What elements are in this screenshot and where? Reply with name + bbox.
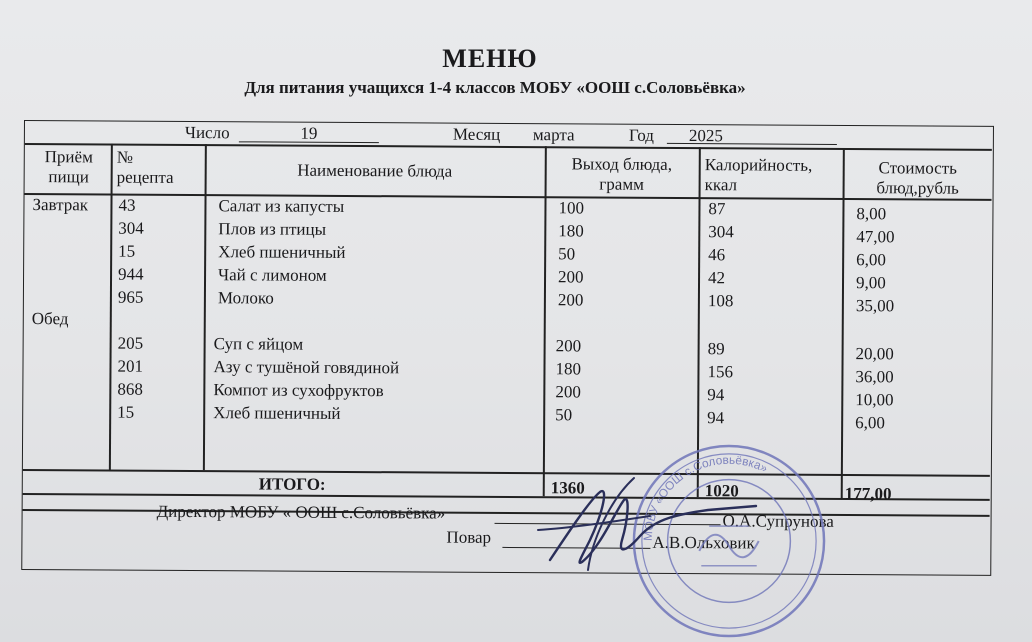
header-meal-line2: пищи <box>48 167 89 187</box>
dish-cost: 10,00 <box>855 390 894 410</box>
dish-cost: 47,00 <box>856 227 895 247</box>
dish-name: Компот из сухофруктов <box>213 380 384 401</box>
header-calories-line2: ккал <box>704 175 738 195</box>
dish-name: Чай с лимоном <box>218 265 327 285</box>
day-label: Число <box>184 122 230 143</box>
recipe-number: 43 <box>118 195 136 215</box>
dish-kcal: 89 <box>707 339 725 359</box>
dish-yield: 50 <box>555 405 573 425</box>
dish-yield: 200 <box>557 267 584 287</box>
header-dish: Наименование блюда <box>297 160 453 181</box>
header-recipe-line2: рецепта <box>116 167 174 187</box>
document-subtitle: Для питания учащихся 1-4 классов МОБУ «ООШ с.Соловьёвка» <box>244 78 746 97</box>
dish-kcal: 156 <box>707 362 734 382</box>
dish-name: Азу с тушёной говядиной <box>213 357 400 378</box>
dish-kcal: 46 <box>708 245 726 265</box>
dish-kcal: 108 <box>707 291 734 311</box>
total-cost: 177,00 <box>844 484 892 504</box>
total-yield: 1360 <box>550 478 585 498</box>
total-label: ИТОГО: <box>258 474 326 494</box>
menu-table <box>21 120 994 576</box>
dish-yield: 200 <box>555 336 582 356</box>
recipe-number: 965 <box>117 287 144 307</box>
header-cost-line1: Стоимость <box>878 158 957 178</box>
dish-yield: 180 <box>558 221 584 241</box>
header-recipe-line1: № <box>116 147 134 167</box>
dish-name: Плов из птицы <box>218 219 327 239</box>
month-value: марта <box>532 125 575 145</box>
director-label: Директор МОБУ « ООШ с.Соловьёвка» <box>156 501 446 523</box>
dish-yield: 50 <box>558 244 576 264</box>
meal-label-lunch: Обед <box>31 309 69 329</box>
recipe-number: 868 <box>117 379 143 399</box>
header-calories-line1: Калорийность, <box>704 155 813 175</box>
dish-yield: 100 <box>558 198 585 218</box>
dish-cost: 6,00 <box>855 413 885 433</box>
header-meal-line1: Приём <box>44 147 93 167</box>
header-calories <box>705 155 841 196</box>
meal-label-breakfast: Завтрак <box>32 195 89 215</box>
cook-label: Повар <box>446 527 492 547</box>
header-yield-line2: грамм <box>599 174 644 194</box>
dish-yield: 180 <box>555 359 582 379</box>
dish-kcal: 42 <box>707 268 726 288</box>
dish-name: Молоко <box>217 288 274 308</box>
year-value: 2025 <box>667 126 837 145</box>
dish-cost: 6,00 <box>856 250 886 270</box>
dish-name: Суп с яйцом <box>213 334 304 354</box>
dish-kcal: 87 <box>708 199 726 219</box>
header-yield <box>547 154 697 195</box>
dish-yield: 200 <box>555 382 581 402</box>
header-recipe <box>117 148 203 189</box>
year-label: Год <box>628 125 654 145</box>
dish-kcal: 304 <box>708 222 734 242</box>
recipe-number: 15 <box>117 402 135 422</box>
header-cost <box>845 158 991 199</box>
recipe-number: 15 <box>118 241 136 261</box>
dish-cost: 8,00 <box>856 204 887 224</box>
dish-name: Хлеб пшеничный <box>213 403 341 423</box>
recipe-number: 944 <box>118 264 144 284</box>
stamp-text: МОБУ «ООШ с.Соловьёвка» <box>640 452 770 542</box>
dish-kcal: 94 <box>707 385 725 405</box>
header-meal <box>29 147 109 187</box>
dish-cost: 20,00 <box>855 344 894 364</box>
dish-yield: 200 <box>557 290 584 310</box>
dish-kcal: 94 <box>707 408 725 428</box>
recipe-number: 304 <box>118 218 144 238</box>
month-label: Месяц <box>452 124 501 144</box>
day-value: 19 <box>239 123 379 143</box>
cook-name: А.В.Ольховик <box>652 532 755 553</box>
total-kcal: 1020 <box>704 481 739 501</box>
dish-name: Хлеб пшеничный <box>218 242 346 262</box>
dish-cost: 35,00 <box>855 296 895 316</box>
document-title: МЕНЮ <box>442 44 538 73</box>
header-cost-line2: блюд,рубль <box>876 178 959 198</box>
dish-cost: 9,00 <box>855 273 886 293</box>
director-signature <box>530 470 760 580</box>
header-yield-line1: Выход блюда, <box>571 154 673 174</box>
recipe-number: 201 <box>117 356 144 376</box>
director-name: О.А.Супрунова <box>722 511 834 531</box>
recipe-number: 205 <box>117 333 144 353</box>
dish-cost: 36,00 <box>855 367 894 387</box>
dish-name: Салат из капусты <box>218 196 345 216</box>
